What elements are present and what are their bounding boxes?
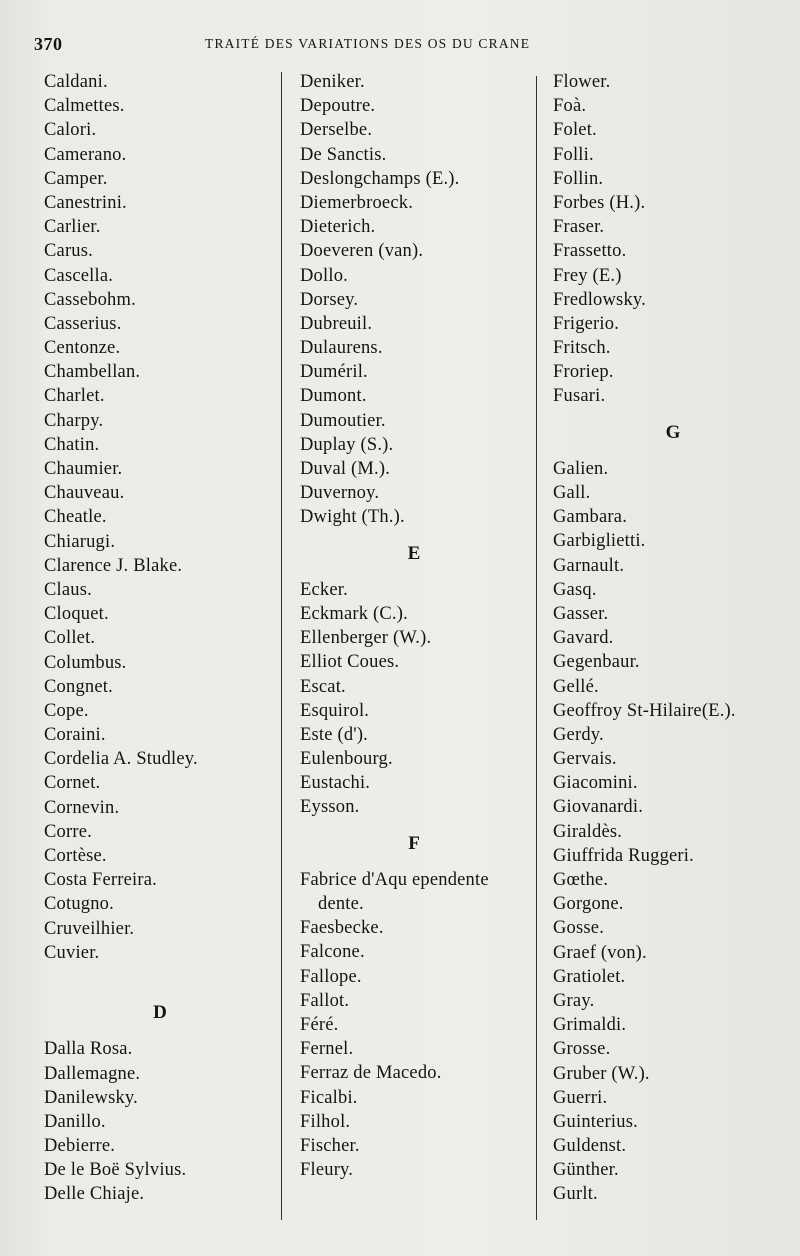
d-entries-list-cont — [300, 70, 528, 530]
index-entry: Frigerio. — [553, 313, 620, 334]
index-entry: Fischer. — [300, 1135, 360, 1156]
index-entry: Fleury. — [300, 1160, 354, 1181]
index-entry: Dollo. — [300, 265, 348, 286]
index-entry: Duplay (S.). — [300, 434, 394, 455]
index-entry: Doeveren (van). — [300, 241, 424, 262]
index-column-1 — [44, 70, 276, 1207]
index-entry: Giuffrida Ruggeri. — [553, 845, 694, 866]
index-entry: Gerdy. — [553, 724, 604, 745]
index-entry: Fallot. — [300, 990, 350, 1011]
index-entry: Ellenberger (W.). — [300, 628, 432, 649]
index-entry: Frassetto. — [553, 241, 627, 262]
index-entry: Depoutre. — [300, 96, 376, 117]
f-entries-list-cont — [553, 70, 793, 409]
index-entry: Chiarugi. — [44, 531, 116, 552]
f-entries-list — [300, 916, 528, 1182]
index-entry: Este (d'). — [300, 724, 369, 745]
index-entry: Columbus. — [44, 652, 127, 673]
index-entry: Giacomini. — [553, 773, 638, 794]
index-entry: Guerri. — [553, 1087, 608, 1108]
spacer — [553, 409, 793, 421]
index-entry: Ferraz de Macedo. — [300, 1063, 442, 1084]
index-entry: Corre. — [44, 821, 92, 842]
index-entry: Filhol. — [300, 1111, 351, 1132]
index-entry: Gegenbaur. — [553, 652, 640, 673]
index-entry: Féré. — [300, 1014, 339, 1035]
spacer — [44, 1025, 276, 1037]
index-entry: Duvernoy. — [300, 483, 380, 504]
index-entry: Fredlowsky. — [553, 289, 646, 310]
index-entry: Falcone. — [300, 942, 365, 963]
spacer — [300, 530, 528, 542]
index-entry: Calmettes. — [44, 96, 125, 117]
index-entry: Delle Chiaje. — [44, 1184, 145, 1205]
index-entry: De le Boë Sylvius. — [44, 1160, 187, 1181]
index-entry: Cornet. — [44, 773, 101, 794]
spacer — [300, 856, 528, 868]
index-entry: Folli. — [553, 144, 594, 165]
index-entry: Gellé. — [553, 676, 599, 697]
index-entry: Foà. — [553, 96, 587, 117]
index-entry: Frey (E.) — [553, 265, 622, 286]
index-entry: Coraini. — [44, 725, 106, 746]
index-entry: Deslongchamps (E.). — [300, 168, 460, 189]
e-entries-list — [300, 578, 528, 820]
index-entry: Diemerbroeck. — [300, 192, 414, 213]
index-entry: Giovanardi. — [553, 797, 644, 818]
index-entry: Cuvier. — [44, 942, 100, 963]
index-entry: Danilewsky. — [44, 1087, 138, 1108]
index-column-2 — [300, 70, 528, 1182]
index-entry: Cruveilhier. — [44, 918, 135, 939]
index-entry: Gambara. — [553, 507, 628, 528]
d-entries-list — [44, 1037, 276, 1206]
index-entry: Garnault. — [553, 555, 625, 576]
index-entry: Casserius. — [44, 313, 122, 334]
index-entry: Dieterich. — [300, 217, 376, 238]
index-entry: Dulaurens. — [300, 338, 383, 359]
index-entry: Guinterius. — [553, 1111, 638, 1132]
index-entry: Cheatle. — [44, 507, 107, 528]
index-entry: Charpy. — [44, 410, 104, 431]
index-entry: Chambellan. — [44, 362, 141, 383]
index-entry: Garbiglietti. — [553, 531, 646, 552]
index-entry-fabrice: Fabrice d'Aqu ependente — [300, 869, 489, 890]
index-entry: Cordelia A. Studley. — [44, 749, 198, 770]
index-entry: Faesbecke. — [300, 918, 384, 939]
index-entry: Centonze. — [44, 338, 121, 359]
index-entry: Cotugno. — [44, 894, 114, 915]
index-entry: Gurlt. — [553, 1184, 598, 1205]
section-letter-g: G — [665, 421, 681, 443]
spacer — [44, 965, 276, 989]
index-entry: Cassebohm. — [44, 289, 136, 310]
index-entry: Calori. — [44, 120, 97, 141]
index-entry: Gratiolet. — [553, 966, 626, 987]
index-entry: Giraldès. — [553, 821, 623, 842]
index-entry: Fernel. — [300, 1039, 354, 1060]
index-entry: Geoffroy St-Hilaire(E.). — [553, 700, 736, 721]
index-entry: Forbes (H.). — [553, 192, 646, 213]
index-entry: Camerano. — [44, 144, 127, 165]
index-entry: Eckmark (C.). — [300, 603, 408, 624]
index-entry: Dallemagne. — [44, 1063, 141, 1084]
index-entry: Chaumier. — [44, 459, 123, 479]
index-entry: Eulenbourg. — [300, 749, 393, 770]
index-entry: Günther. — [553, 1160, 619, 1181]
index-entry: Gasq. — [553, 579, 597, 600]
index-entry: Gruber (W.). — [553, 1063, 650, 1084]
index-entry: Guldenst. — [553, 1136, 627, 1157]
index-entry: Collet. — [44, 628, 96, 649]
index-entry: Gall. — [553, 483, 591, 503]
index-entry: Camper. — [44, 168, 108, 189]
index-entry: Deniker. — [300, 72, 365, 92]
index-entry: Clarence J. Blake. — [44, 555, 183, 576]
index-entry: Grosse. — [553, 1039, 611, 1060]
spacer — [300, 566, 528, 578]
index-entry: Chatin. — [44, 434, 100, 455]
index-entry: Duméril. — [300, 362, 368, 383]
index-entry: Carlier. — [44, 217, 101, 238]
index-entry: Grimaldi. — [553, 1015, 627, 1036]
index-entry: Gasser. — [553, 603, 609, 624]
index-entry: Dumont. — [300, 386, 367, 407]
index-entry: Fraser. — [553, 217, 605, 238]
index-entry-fabrice-cont: dente. — [318, 894, 364, 914]
index-entry: Congnet. — [44, 676, 113, 697]
index-entry: Danillo. — [44, 1111, 106, 1132]
index-entry: Gavard. — [553, 628, 614, 649]
index-entry: Chauveau. — [44, 483, 125, 504]
spacer — [300, 820, 528, 832]
index-entry: Canestrini. — [44, 192, 127, 213]
index-entry: Eustachi. — [300, 773, 371, 794]
index-entry: Dwight (Th.). — [300, 507, 405, 528]
index-entry: Carus. — [44, 241, 93, 262]
index-entry: Fusari. — [553, 386, 606, 407]
index-entry: Claus. — [44, 579, 92, 600]
index-entry: Duval (M.). — [300, 459, 391, 479]
c-entries-list — [44, 70, 276, 965]
page-number: 370 — [34, 34, 63, 54]
index-entry: Gosse. — [553, 918, 605, 939]
index-entry: Esquirol. — [300, 700, 370, 721]
index-entry: Gray. — [553, 990, 595, 1011]
index-entry: Gorgone. — [553, 894, 624, 915]
index-entry: Galien. — [553, 458, 609, 479]
index-entry: Graef (von). — [553, 942, 647, 963]
page-header — [0, 34, 800, 58]
index-entry: Fritsch. — [553, 338, 611, 359]
index-entry: Gœthe. — [553, 870, 609, 890]
section-letter-d: D — [153, 1002, 167, 1024]
index-entry: Follin. — [553, 168, 604, 189]
running-title: TRAITÉ DES VARIATIONS DES OS DU CRANE — [205, 36, 531, 51]
index-entry: Charlet. — [44, 386, 105, 407]
spacer — [553, 445, 793, 457]
index-entry: Debierre. — [44, 1136, 116, 1157]
index-entry: Dalla Rosa. — [44, 1039, 133, 1060]
index-entry: Costa Ferreira. — [44, 870, 157, 891]
index-entry: Dubreuil. — [300, 313, 373, 334]
spacer — [44, 989, 276, 1001]
index-entry: Gervais. — [553, 749, 617, 770]
index-entry: Eysson. — [300, 797, 360, 818]
section-letter-f: F — [408, 832, 420, 854]
g-entries-list — [553, 457, 793, 1207]
index-entry: Escat. — [300, 676, 346, 697]
index-entry: Flower. — [553, 72, 611, 92]
index-entry: Cortèse. — [44, 846, 107, 866]
column-divider-2 — [536, 76, 537, 1220]
index-entry: Derselbe. — [300, 120, 373, 141]
index-entry: Elliot Coues. — [300, 652, 400, 673]
index-entry: Froriep. — [553, 362, 614, 383]
index-entry: Caldani. — [44, 72, 108, 92]
index-entry: Ecker. — [300, 579, 348, 600]
index-entry: Folet. — [553, 120, 597, 141]
column-divider-1 — [281, 72, 282, 1220]
index-entry: Cornevin. — [44, 797, 120, 818]
index-entry: Cope. — [44, 700, 89, 721]
index-entry: Fallope. — [300, 966, 362, 987]
index-entry: Cloquet. — [44, 604, 109, 625]
index-entry: Dumoutier. — [300, 410, 386, 431]
index-column-3 — [553, 70, 793, 1207]
index-entry: De Sanctis. — [300, 144, 387, 165]
section-letter-e: E — [407, 542, 421, 564]
index-entry: Cascella. — [44, 265, 114, 286]
index-entry: Dorsey. — [300, 289, 359, 310]
index-entry: Ficalbi. — [300, 1087, 358, 1108]
